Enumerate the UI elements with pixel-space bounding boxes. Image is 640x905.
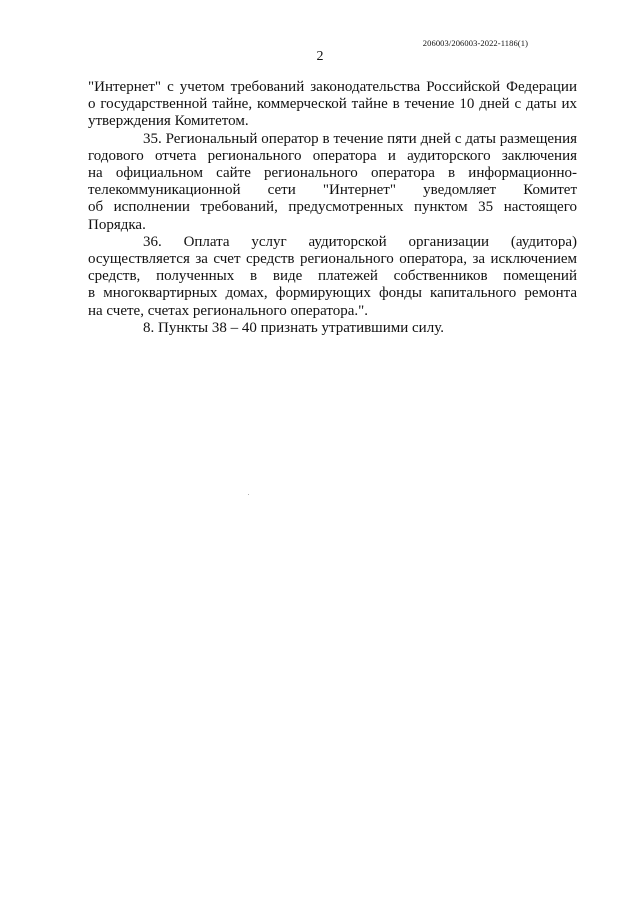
text-line: 35. Региональный оператор в течение пяти дней с даты размещения xyxy=(143,130,577,147)
document-body xyxy=(88,79,577,337)
text-line: средств, полученных в виде платежей собственников помещений xyxy=(88,268,577,285)
text-line: телекоммуникационной сети "Интернет" уведомляет Комитет xyxy=(88,182,577,199)
text-line: Порядка. xyxy=(88,216,146,233)
paragraph-item-8 xyxy=(88,320,577,337)
paragraph-item-35 xyxy=(88,131,577,234)
scan-speck xyxy=(248,494,249,495)
text-line: 8. Пункты 38 – 40 признать утратившими силу. xyxy=(143,319,444,336)
text-line: утверждения Комитетом. xyxy=(88,113,249,130)
text-line: на официальном сайте регионального оператора в информационно- xyxy=(88,165,577,182)
paragraph-continuation xyxy=(88,79,577,131)
paragraph-item-36 xyxy=(88,234,577,320)
text-line: о государственной тайне, коммерческой тайне в течение 10 дней с даты их xyxy=(88,96,577,113)
text-line: на счете, счетах регионального оператора.". xyxy=(88,302,369,319)
text-line: в многоквартирных домах, формирующих фонды капитального ремонта xyxy=(88,285,577,302)
document-id: 206003/206003-2022-1186(1) xyxy=(422,38,528,48)
text-line: об исполнении требований, предусмотренных пунктом 35 настоящего xyxy=(88,199,577,216)
text-line: осуществляется за счет средств регионального оператора, за исключением xyxy=(88,251,577,268)
page-number: 2 xyxy=(316,49,324,64)
text-line: "Интернет" с учетом требований законодательства Российской Федерации xyxy=(88,79,577,95)
text-line: 36. Оплата услуг аудиторской организации (аудитора) xyxy=(143,233,577,250)
text-line: годового отчета регионального оператора и аудиторского заключения xyxy=(88,147,577,164)
